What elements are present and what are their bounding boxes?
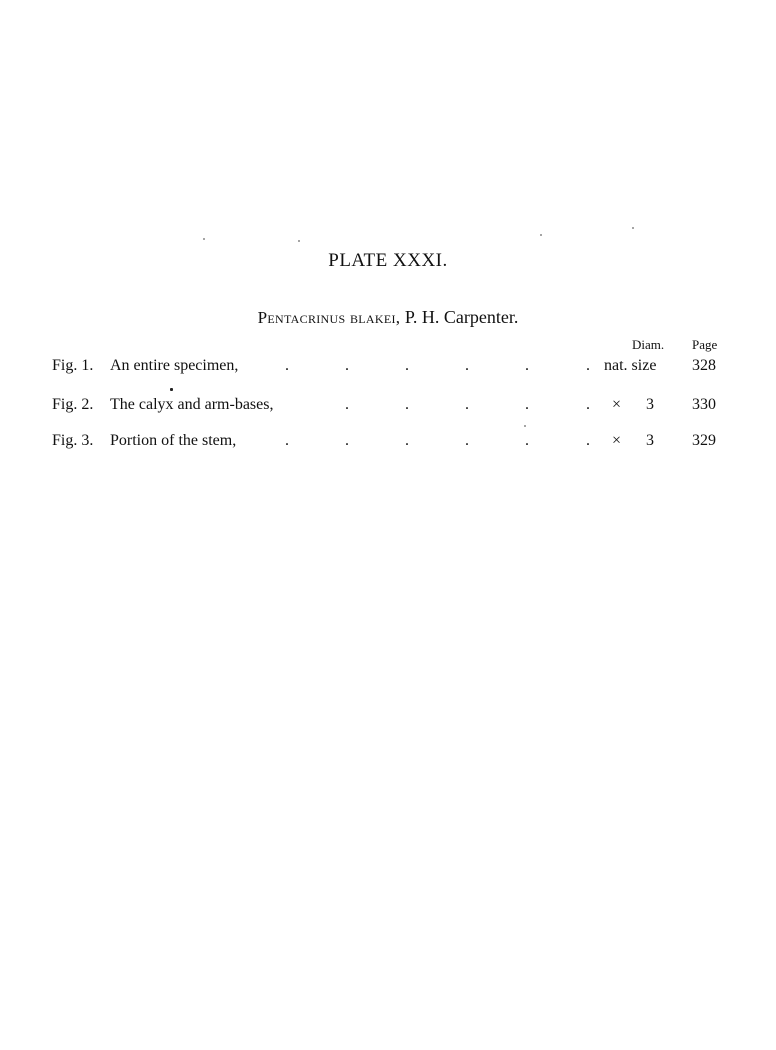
page-number: 329 xyxy=(692,432,716,449)
leader-dot: . xyxy=(345,396,349,413)
leader-dot: . xyxy=(285,432,289,449)
figure-description: Portion of the stem, xyxy=(110,432,237,449)
scan-speck xyxy=(170,388,173,391)
plate-title: PLATE XXXI. xyxy=(328,250,448,271)
leader-dot: . xyxy=(345,357,349,374)
column-header-page: Page xyxy=(692,337,718,352)
leader-dot: . xyxy=(465,396,469,413)
scan-speck xyxy=(524,425,526,427)
leader-dot: . xyxy=(285,357,289,374)
leader-dot: . xyxy=(586,432,590,449)
leader-dot: . xyxy=(405,396,409,413)
figure-number: Fig. 1. xyxy=(52,357,94,374)
scan-speck xyxy=(540,234,542,236)
figure-row-2 xyxy=(52,393,732,417)
leader-dot: . xyxy=(465,357,469,374)
column-header-diam: Diam. xyxy=(632,337,665,352)
scan-speck xyxy=(632,227,634,229)
leader-dot: . xyxy=(405,357,409,374)
leader-dot: . xyxy=(525,357,529,374)
leader-dot: . xyxy=(586,357,590,374)
leader-dot: . xyxy=(345,432,349,449)
magnification-value: 3 xyxy=(646,396,654,413)
leader-dot: . xyxy=(525,396,529,413)
scan-speck xyxy=(298,240,300,242)
magnification-value: 3 xyxy=(646,432,654,449)
magnification-sign: × xyxy=(612,396,622,413)
page-number: 330 xyxy=(692,396,716,413)
figure-number: Fig. 3. xyxy=(52,432,94,449)
figure-number: Fig. 2. xyxy=(52,396,94,413)
figure-description: The calyx and arm-bases, xyxy=(110,396,274,413)
leader-dot: . xyxy=(525,432,529,449)
figure-row-3 xyxy=(52,429,732,453)
scan-speck xyxy=(203,238,205,240)
figure-row-1 xyxy=(52,354,732,378)
species-name: Pentacrinus blakei, xyxy=(257,308,401,327)
species-heading xyxy=(0,307,776,328)
leader-dot: . xyxy=(586,396,590,413)
magnification-sign: × xyxy=(612,432,622,449)
figure-description: An entire specimen, xyxy=(110,357,239,374)
species-author: P. H. Carpenter. xyxy=(404,307,519,327)
page-number: 328 xyxy=(692,357,716,374)
leader-dot: . xyxy=(405,432,409,449)
leader-dot: . xyxy=(465,432,469,449)
magnification: nat. size xyxy=(604,357,657,374)
